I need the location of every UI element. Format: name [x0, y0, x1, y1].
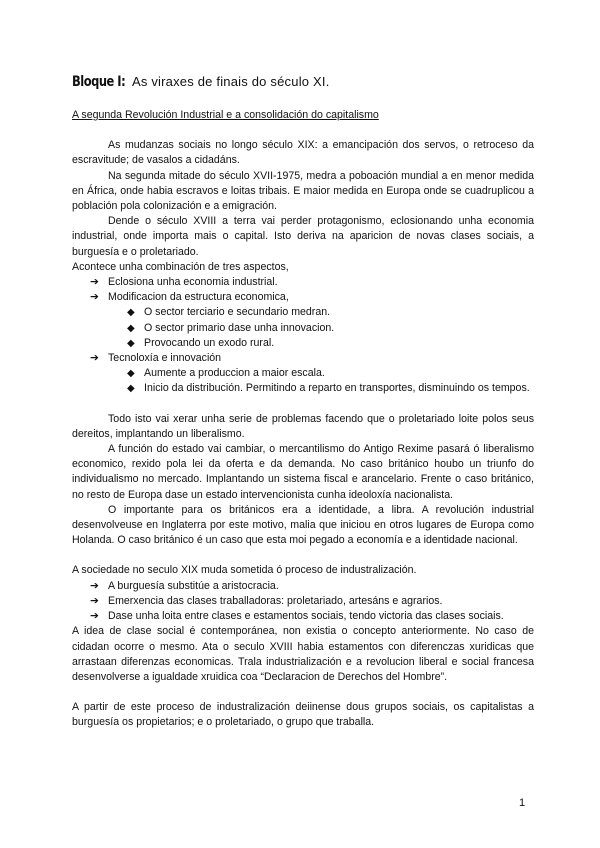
- list-item: ◆ Inicio da distribución. Permitindo a reparto en transportes, disminuindo os tempos.: [72, 381, 534, 396]
- list-item: ◆ Provocando un exodo rural.: [72, 336, 534, 351]
- list-item: ◆ Aumente a produccion a maior escala.: [72, 366, 534, 381]
- arrow-bullet-icon: ➔: [90, 276, 99, 289]
- diamond-bullet-icon: ◆: [127, 322, 135, 334]
- arrow-bullet-icon: ➔: [90, 579, 99, 592]
- diamond-bullet-icon: ◆: [127, 368, 135, 380]
- list-item: ➔ Modificacion da estructura economica,: [72, 290, 534, 305]
- list-item: ➔ Emerxencia das clases traballadoras: proletariado, artesáns e agrarios.: [72, 594, 534, 609]
- paragraph: Todo isto vai xerar unha serie de problemas facendo que o proletariado loite polos seus dereitos, implantando un liberalismo.: [72, 412, 534, 440]
- paragraph: Dende o século XVIII a terra vai perder protagonismo, eclosionando unha economia industrial, onde importa mais o capital. Isto deriva na aparicion de novas clases sociais, a burguesía e o proletariado.: [72, 215, 534, 258]
- section-title-text: As viraxes de finais do século XI.: [128, 74, 330, 89]
- list-item: ◆ O sector primario dase unha innovacion.: [72, 321, 534, 336]
- diamond-bullet-icon: ◆: [127, 307, 135, 319]
- paragraph: A partir de este proceso de industralización deiinense dous grupos sociais, os capitalistas a burguesía os propietarios; e o proletariado, o grupo que traballa.: [72, 701, 534, 729]
- paragraph: O importante para os británicos era a identidade, a libra. A revolución industrial desenvolveuse en Inglaterra por este motivo, malia que iniciou en otros lugares de Europa como Holanda. O caso británico é un caso que esta moi pegado a economía e a identidade nacional.: [72, 503, 534, 547]
- diamond-bullet-icon: ◆: [127, 383, 135, 395]
- paragraph: A idea de clase social é contemporánea, non existia o concepto anteriormente. No caso de cidadan ocorre o mesmo. Ata o seculo XVIII habia estamentos con diferenczas xuridicas que arrastaan diferenzas economicas. Trala industrialización e a revolucion liberal e social francesa desenvolverse a igualdade xruidica coa “Declaracion de Derechos del Hombre”.: [72, 625, 534, 683]
- section-subtitle: A segunda Revolución Industrial e a consolidación do capitalismo: [72, 109, 379, 121]
- sub-bullet-list: [72, 305, 534, 351]
- diamond-bullet-icon: ◆: [127, 337, 135, 349]
- paragraph: Acontece unha combinación de tres aspectos,: [72, 260, 289, 273]
- document-body: [72, 108, 534, 731]
- list-item: ◆ O sector terciario e secundario medran.: [72, 305, 534, 320]
- bullet-list: [72, 579, 534, 625]
- section-title-bold: Bloque I:: [72, 74, 126, 90]
- page-number: 1: [519, 797, 526, 809]
- bullet-list: [72, 351, 534, 366]
- list-item: ➔ A burguesía substitúe a aristocracia.: [72, 579, 534, 594]
- section-title: [72, 72, 330, 91]
- sub-bullet-list: [72, 366, 534, 396]
- paragraph: Na segunda mitade do século XVII-1975, medra a poboación mundial a en menor medida en África, onde habia escravos e loitas tribais. E maior medida en Europa onde se cuadruplicou a población pola colonización e a emigración.: [72, 169, 534, 213]
- list-item: ➔ Eclosiona unha economia industrial.: [72, 275, 534, 290]
- arrow-bullet-icon: ➔: [90, 594, 99, 607]
- paragraph: A sociedade no seculo XIX muda sometida ó proceso de industralización.: [72, 564, 417, 577]
- list-item: ➔ Dase unha loita entre clases e estamentos sociais, tendo victoria das clases sociais.: [72, 609, 534, 624]
- arrow-bullet-icon: ➔: [90, 291, 99, 304]
- paragraph: As mudanzas sociais no longo século XIX: a emancipación dos servos, o retroceso da escravitude; de vasalos a cidadáns.: [72, 139, 534, 167]
- list-item: ➔ Tecnoloxía e innovación: [72, 351, 534, 366]
- arrow-bullet-icon: ➔: [90, 610, 99, 623]
- paragraph: A función do estado vai cambiar, o mercantilismo do Antigo Rexime pasará ó liberalismo economico, rexido pola lei da oferta e da demanda. No caso británico houbo un triunfo do individualismo no mercado. Implantando un sistema fiscal e arancelario. Frente o caso británico, no resto de Europa dase un estado intervencionista cunha ideoloxía nacionalista.: [72, 443, 534, 501]
- bullet-list: [72, 275, 534, 305]
- arrow-bullet-icon: ➔: [90, 352, 99, 365]
